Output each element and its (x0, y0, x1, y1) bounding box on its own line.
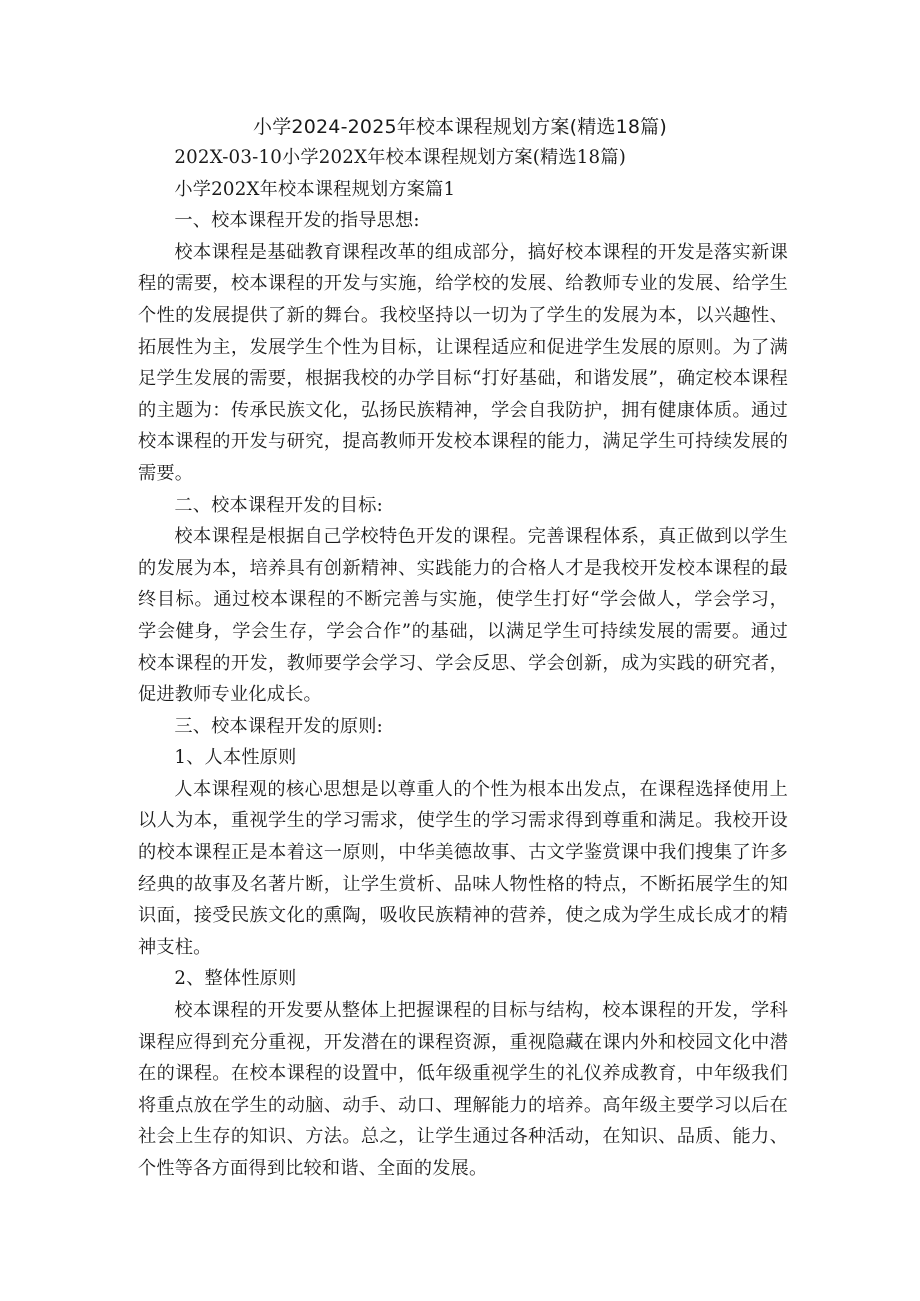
paragraph: 校本课程是基础教育课程改革的组成部分，搞好校本课程的开发是落实新课程的需要，校本课程的开发与实施，给学校的发展、给教师专业的发展、给学生个性的发展提供了新的舞台。我校坚持以一切为了学生的发展为本，以兴趣性、拓展性为主，发展学生个性为目标，让课程适应和促进学生发展的原则。为了满足学生发展的需要，根据我校的办学目标“打好基础，和谐发展”，确定校本课程的主题为：传承民族文化，弘扬民族精神，学会自我防护，拥有健康体质。通过校本课程的开发与研究，提高教师开发校本课程的能力，满足学生可持续发展的需要。 (138, 241, 788, 484)
paragraph: 人本课程观的核心思想是以尊重人的个性为根本出发点，在课程选择使用上以人为本，重视学生的学习需求，使学生的学习需求得到尊重和满足。我校开设的校本课程正是本着这一原则，中华美德故事、古文学鉴赏课中我们搜集了许多经典的故事及名著片断，让学生赏析、品味人物性格的特点，不断拓展学生的知识面，接受民族文化的熏陶，吸收民族精神的营养，使之成为学生成长成才的精神支柱。 (138, 778, 788, 958)
section-heading: 小学202X年校本课程规划方案篇1 (174, 178, 456, 200)
document-body (138, 142, 788, 1185)
heading-goals: 二、校本课程开发的目标: (174, 494, 383, 516)
heading-guiding-ideology: 一、校本课程开发的指导思想: (174, 210, 420, 232)
paragraph: 校本课程的开发要从整体上把握课程的目标与结构，校本课程的开发，学科课程应得到充分重视，开发潜在的课程资源，重视隐藏在课内外和校园文化中潜在的课程。在校本课程的设置中，低年级重视学生的礼仪养成教育，中年级我们将重点放在学生的动脑、动手、动口、理解能力的培养。高年级主要学习以后在社会上生存的知识、方法。总之，让学生通过各种活动，在知识、品质、能力、个性等各方面得到比较和谐、全面的发展。 (138, 1000, 788, 1179)
paragraph: 校本课程是根据自己学校特色开发的课程。完善课程体系，真正做到以学生的发展为本，培养具有创新精神、实践能力的合格人才是我校开发校本课程的最终目标。通过校本课程的不断完善与实施，使学生打好“学会做人，学会学习，学会健身，学会生存，学会合作”的基础，以满足学生可持续发展的需要。通过校本课程的开发，教师要学会学习、学会反思、学会创新，成为实践的研究者，促进教师专业化成长。 (138, 526, 788, 706)
heading-principles: 三、校本课程开发的原则: (174, 715, 383, 737)
subheading-holistic: 2、整体性原则 (174, 968, 297, 990)
subheading-humanistic: 1、人本性原则 (174, 747, 297, 769)
document-title: 小学2024-2025年校本课程规划方案(精选18篇) (253, 116, 667, 138)
date-line: 202X-03-10小学202X年校本课程规划方案(精选18篇) (174, 147, 627, 168)
